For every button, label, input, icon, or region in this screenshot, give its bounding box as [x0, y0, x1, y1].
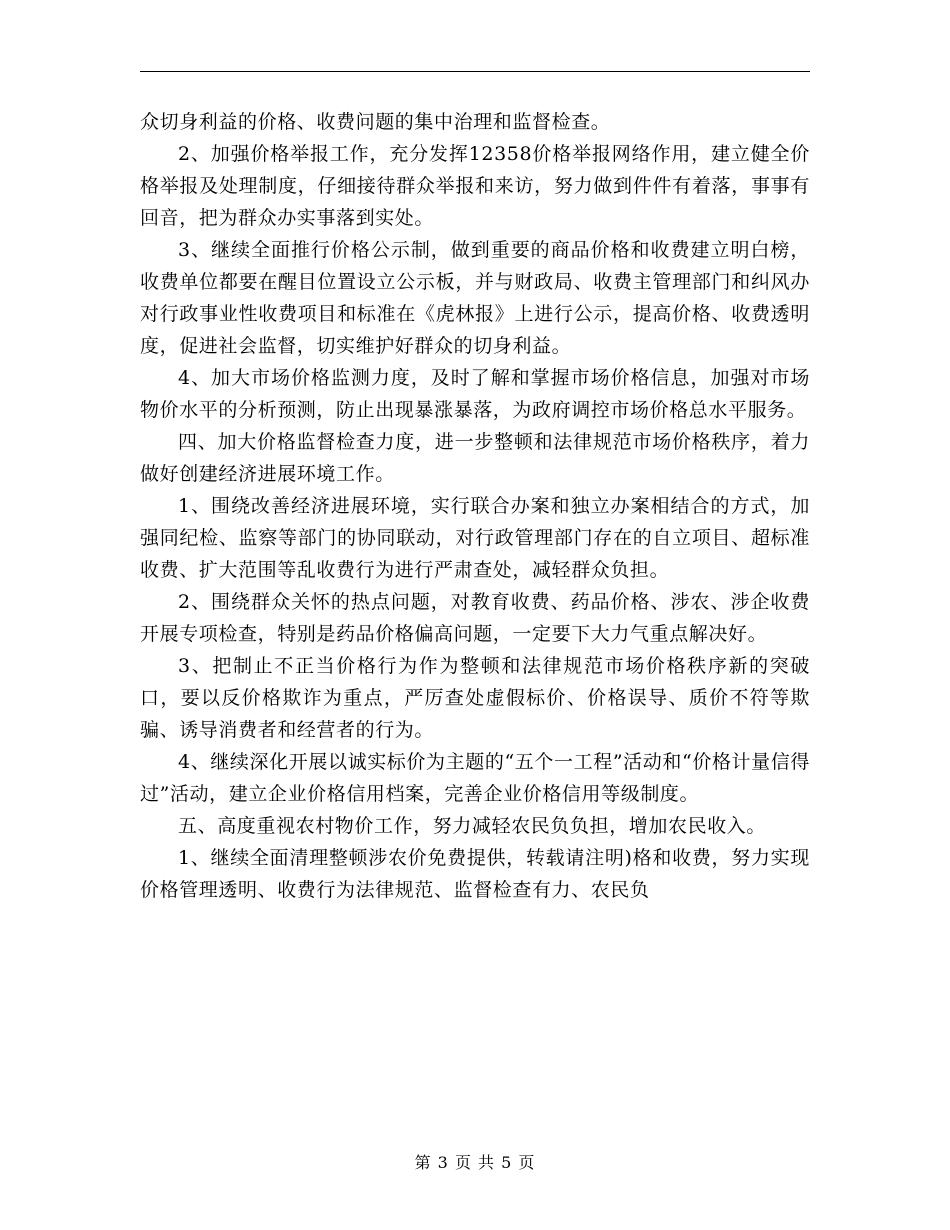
- section-heading-paragraph: 五、高度重视农村物价工作，努力减轻农民负负担，增加农民收入。: [178, 815, 767, 837]
- paragraph: 4、继续深化开展以诚实标价为主题的“五个一工程”活动和“价格计量信得过”活动，建立企业价格信用档案，完善企业价格信用等级制度。: [140, 751, 810, 805]
- paragraph: 1、围绕改善经济进展环境，实行联合办案和独立办案相结合的方式，加强同纪检、监察等部门的协同联动，对行政管理部门存在的自立项目、超标准收费、扩大范围等乱收费行为进行严肃查处，减轻群众负担。: [140, 495, 810, 581]
- paragraph: 4、加大市场价格监测力度，及时了解和掌握市场价格信息，加强对市场物价水平的分析预测，防止出现暴涨暴落，为政府调控市场价格总水平服务。: [140, 367, 810, 421]
- paragraph: 众切身利益的价格、收费问题的集中治理和监督检查。: [140, 111, 611, 133]
- paragraph: 3、把制止不正当价格行为作为整顿和法律规范市场价格秩序新的突破口，要以反价格欺诈为重点，严厉查处虚假标价、价格误导、质价不符等欺骗、诱导消费者和经营者的行为。: [140, 655, 810, 741]
- section-heading-paragraph: 四、加大价格监督检查力度，进一步整顿和法律规范市场价格秩序，着力做好创建经济进展环境工作。: [140, 431, 810, 485]
- document-body: [140, 106, 810, 906]
- paragraph: 3、继续全面推行价格公示制，做到重要的商品价格和收费建立明白榜，收费单位都要在醒目位置设立公示板，并与财政局、收费主管理部门和纠风办对行政事业性收费项目和标准在《虎林报》上进行公示，提高价格、收费透明度，促进社会监督，切实维护好群众的切身利益。: [140, 239, 810, 357]
- header-rule: [140, 71, 810, 72]
- paragraph: 2、加强价格举报工作，充分发挥12358价格举报网络作用，建立健全价格举报及处理制度，仔细接待群众举报和来访，努力做到件件有着落，事事有回音，把为群众办实事落到实处。: [140, 143, 810, 229]
- paragraph: 2、围绕群众关怀的热点问题，对教育收费、药品价格、涉农、涉企收费开展专项检查，特别是药品价格偏高问题，一定要下大力气重点解决好。: [140, 591, 810, 645]
- page-number-footer: 第 3 页 共 5 页: [414, 1153, 536, 1172]
- paragraph: 1、继续全面清理整顿涉农价免费提供，转载请注明)格和收费，努力实现价格管理透明、收费行为法律规范、监督检查有力、农民负: [140, 847, 810, 901]
